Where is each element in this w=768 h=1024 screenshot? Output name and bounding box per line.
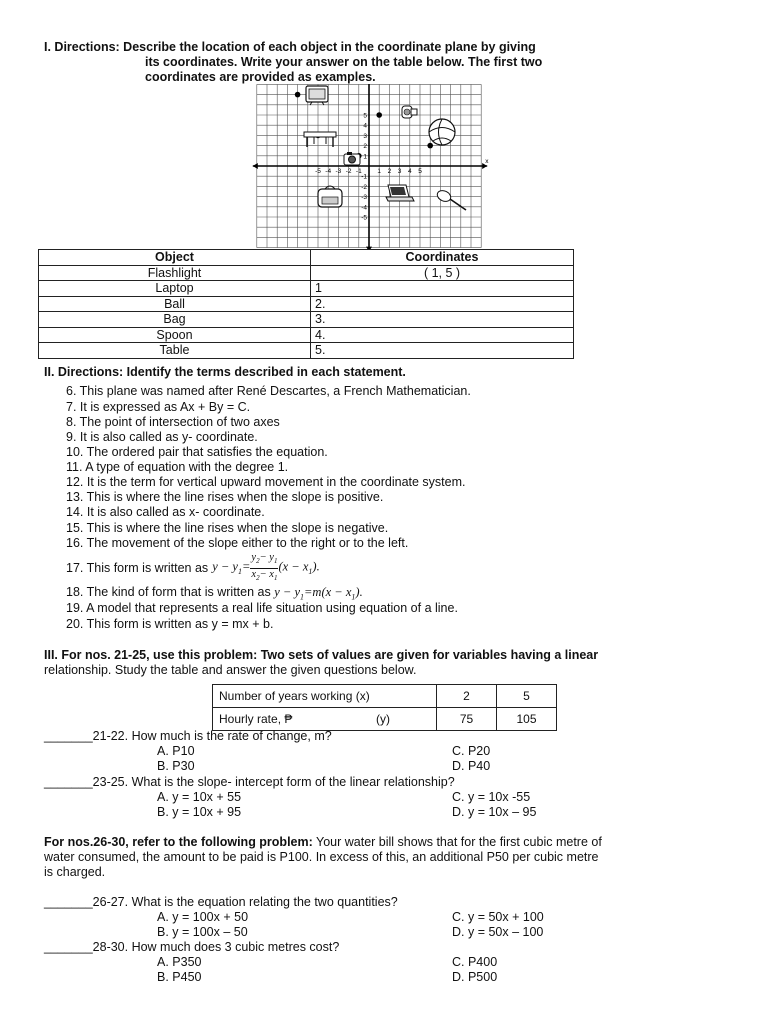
- table-row: [39, 265, 574, 281]
- y-tick-label: -2: [361, 183, 367, 191]
- y-tick-label: 1: [363, 153, 367, 161]
- camera-icon: [344, 152, 360, 165]
- y-tick-label: 2: [363, 143, 367, 151]
- question-21: _______21-22. How much is the rate of change, m?: [44, 729, 332, 743]
- object-cell: Table: [39, 343, 311, 359]
- question-28: _______28-30. How much does 3 cubic metres cost?: [44, 940, 340, 954]
- y-tick-label: -3: [361, 194, 367, 202]
- choice-26-a: A. y = 100x + 50: [157, 910, 249, 924]
- table-row: [213, 685, 557, 708]
- rate-label-text: Hourly rate, ₱: [219, 712, 293, 726]
- table-row: [39, 327, 574, 343]
- choice-21-c: C. P20: [452, 744, 491, 758]
- item-16: 16. The movement of the slope either to the right or to the left.: [66, 536, 409, 550]
- item-18-text: 18. The kind of form that is written as: [66, 585, 271, 599]
- x-tick-label: -1: [355, 168, 362, 175]
- coordinate-plane: [240, 84, 500, 250]
- object-cell: Ball: [39, 296, 311, 312]
- x-tick-label: 3: [397, 168, 402, 175]
- axes: [253, 84, 487, 250]
- table-row: [39, 312, 574, 328]
- x-tick-label: 5: [418, 168, 422, 175]
- x-tick-label: -4: [325, 168, 332, 175]
- answer-cell[interactable]: 2.: [311, 296, 574, 312]
- answer-cell[interactable]: 3.: [311, 312, 574, 328]
- question-26: _______26-27. What is the equation relating the two quantities?: [44, 895, 398, 909]
- choice-21-a: A. P10: [157, 744, 195, 758]
- item-8: 8. The point of intersection of two axes: [66, 415, 280, 429]
- tv-icon: [306, 86, 328, 105]
- item-17-text: 17. This form is written as: [66, 561, 209, 575]
- y-tick-label: -4: [361, 204, 367, 212]
- object-cell: Laptop: [39, 281, 311, 297]
- x-axis-label: x: [485, 158, 489, 165]
- item-6: 6. This plane was named after René Descartes, a French Mathematician.: [66, 384, 471, 398]
- section3-heading: III. For nos. 21-25, use this problem: Two sets of values are given for variables having a linear: [44, 648, 599, 662]
- years-label: Number of years working (x): [213, 685, 437, 708]
- choice-21-b: B. P30: [157, 759, 195, 773]
- item-11: 11. A type of equation with the degree 1.: [66, 460, 289, 474]
- choice-26-c: C. y = 50x + 100: [452, 910, 544, 924]
- item-14: 14. It is also called as x- coordinate.: [66, 505, 265, 519]
- plot-point: [376, 112, 382, 118]
- x-tick-label: -3: [335, 168, 342, 175]
- choice-28-b: B. P450: [157, 970, 202, 984]
- rate-table: [212, 684, 557, 731]
- item-19: 19. A model that represents a real life situation using equation of a line.: [66, 601, 458, 615]
- section4-heading-bold: For nos.26-30, refer to the following problem:: [44, 835, 313, 849]
- section4-line2: water consumed, the amount to be paid is P100. In excess of this, an additional P50 per cubic metre: [44, 850, 599, 864]
- x-tick-label: 4: [407, 168, 412, 175]
- item-17-formula: $y - y_1=$ $\frac{y_2- y_1}{x_2- x_1}$ $(x - x_1)$.: [212, 552, 320, 582]
- table-header-row: [39, 250, 574, 266]
- item-15: 15. This is where the line rises when the slope is negative.: [66, 521, 389, 535]
- y-tick-label: -1: [361, 173, 367, 181]
- y-tick-label: 4: [363, 122, 367, 130]
- object-cell: Spoon: [39, 327, 311, 343]
- item-18-formula: $y - y_1=m(x - x_1)$.: [274, 585, 363, 602]
- section4-heading: [44, 835, 602, 849]
- item-10: 10. The ordered pair that satisfies the equation.: [66, 445, 328, 459]
- answer-cell[interactable]: 5.: [311, 343, 574, 359]
- choice-28-c: C. P400: [452, 955, 498, 969]
- item-7: 7. It is expressed as Ax + By = C.: [66, 400, 251, 414]
- item-13: 13. This is where the line rises when the slope is positive.: [66, 490, 384, 504]
- table-cell: 105: [497, 708, 557, 731]
- choice-23-d: D. y = 10x – 95: [452, 805, 537, 819]
- section1-directions-line3: coordinates are provided as examples.: [145, 70, 376, 84]
- table-row: [39, 296, 574, 312]
- x-tick-label: 2: [387, 168, 392, 175]
- item-18: [66, 585, 363, 602]
- item-20: 20. This form is written as y = mx + b.: [66, 617, 274, 631]
- choice-26-b: B. y = 100x – 50: [157, 925, 248, 939]
- rate-label: [213, 708, 437, 731]
- section1-directions-line1: I. Directions: Describe the location of each object in the coordinate plane by giving: [44, 40, 536, 54]
- choice-28-a: A. P350: [157, 955, 202, 969]
- ball-icon: [429, 119, 455, 145]
- section2-directions: II. Directions: Identify the terms described in each statement.: [44, 365, 406, 379]
- table-row: [39, 343, 574, 359]
- table-row: [213, 708, 557, 731]
- table-icon: [304, 132, 336, 147]
- choice-23-b: B. y = 10x + 95: [157, 805, 242, 819]
- header-coordinates: Coordinates: [311, 250, 574, 266]
- section1-directions-line2: its coordinates. Write your answer on the table below. The first two: [145, 55, 543, 69]
- y-tick-label: -5: [361, 214, 367, 222]
- header-object: Object: [39, 250, 311, 266]
- bag-icon: [318, 186, 342, 207]
- y-tick-label: 3: [363, 132, 367, 140]
- section4-heading-rest: Your water bill shows that for the first cubic metre of: [312, 835, 602, 849]
- table-cell: 75: [437, 708, 497, 731]
- question-23: _______23-25. What is the slope- intercept form of the linear relationship?: [44, 775, 455, 789]
- answer-cell[interactable]: 1: [311, 281, 574, 297]
- table-cell: 5: [497, 685, 557, 708]
- x-axis-arrow-left: [253, 163, 258, 169]
- x-tick-label: -2: [345, 168, 352, 175]
- flashlight-icon: [402, 106, 417, 118]
- table-cell: 2: [437, 685, 497, 708]
- section4-line3: is charged.: [44, 865, 106, 879]
- plot-point: [295, 92, 301, 98]
- object-cell: Flashlight: [39, 265, 311, 281]
- choice-26-d: D. y = 50x – 100: [452, 925, 544, 939]
- table-row: [39, 281, 574, 297]
- plot-point: [427, 143, 433, 149]
- x-tick-label: -5: [315, 168, 321, 175]
- x-tick-label: 1: [377, 168, 382, 175]
- choice-28-d: D. P500: [452, 970, 498, 984]
- item-9: 9. It is also called as y- coordinate.: [66, 430, 258, 444]
- choice-23-c: C. y = 10x -55: [452, 790, 531, 804]
- object-cell: Bag: [39, 312, 311, 328]
- item-17: [66, 552, 320, 584]
- choice-23-a: A. y = 10x + 55: [157, 790, 242, 804]
- rate-label-var: (y): [376, 712, 390, 726]
- y-tick-label: 5: [363, 112, 367, 120]
- coordinates-cell: ( 1, 5 ): [311, 265, 574, 281]
- coordinates-table: [38, 249, 574, 359]
- answer-cell[interactable]: 4.: [311, 327, 574, 343]
- choice-21-d: D. P40: [452, 759, 491, 773]
- section3-heading-rest: relationship. Study the table and answer the given questions below.: [44, 663, 417, 677]
- item-12: 12. It is the term for vertical upward movement in the coordinate system.: [66, 475, 466, 489]
